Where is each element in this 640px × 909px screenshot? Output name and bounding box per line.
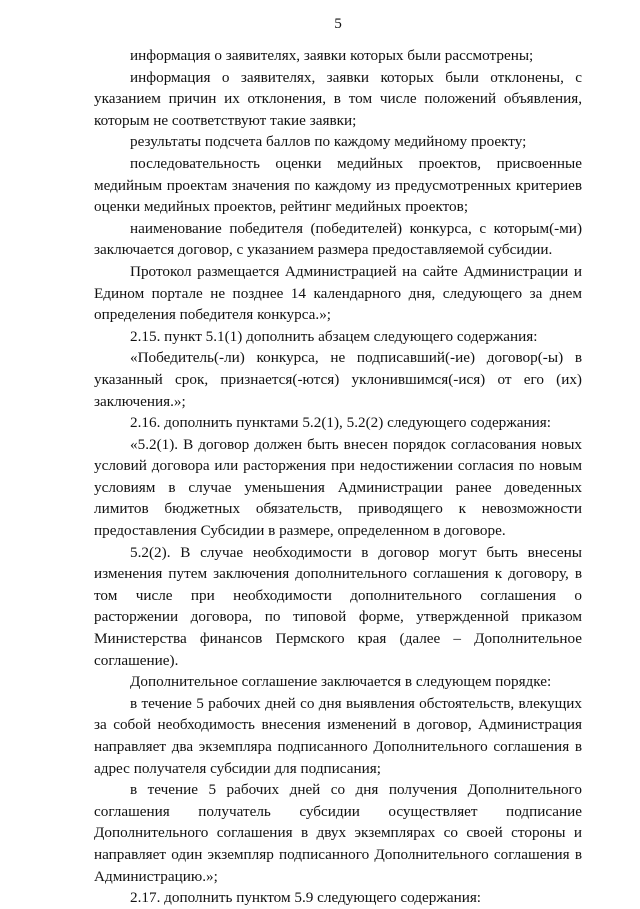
paragraph-protocol-publication: Протокол размещается Администрацией на сайте Администрации и Едином портале не позднее 14 календарного дня, следующего за днем определения победителя конкурса.»; [94,262,582,324]
page-number: 5 [334,15,342,32]
paragraph-clause-5-2-1: «5.2(1). В договор должен быть внесен порядок согласования новых условий договора или расторжения при недостижении согласия по новым условиям в случае уменьшения Администрации ранее доведенных лимитов бюджетных обязательств, приводящего к невозможности предоставления Субсидии в размере, определенном в договоре. [94,435,582,540]
paragraph-score-results: результаты подсчета баллов по каждому медийному проекту; [130,133,527,151]
paragraph-item-2-17: 2.17. дополнить пунктом 5.9 следующего содержания: [130,889,482,907]
paragraph-admin-sends-agreement: в течение 5 рабочих дней со дня выявления обстоятельств, влекущих за собой необходимость внесения изменений в договор, Администрация направляет два экземпляра подписанного Дополнительного соглашения в адрес получателя субсидии для подписания; [94,694,582,777]
paragraph-item-2-15: 2.15. пункт 5.1(1) дополнить абзацем следующего содержания: [130,327,538,345]
paragraph-supplementary-order: Дополнительное соглашение заключается в следующем порядке: [130,673,552,691]
paragraph-winner-name: наименование победителя (победителей) конкурса, с которым(-ми) заключается договор, с указанием размера предоставляемой субсидии. [94,219,582,259]
paragraph-recipient-signs: в течение 5 рабочих дней со дня получения Дополнительного соглашения получатель субсидии осуществляет подписание Дополнительного соглашения в двух экземплярах со своей стороны и направляет один экземпляр подписанного Дополнительного соглашения в Администрацию.»; [94,781,582,885]
paragraph-applicants-rejected: информация о заявителях, заявки которых были отклонены, с указанием причин их отклонения, в том числе положений объявления, которым не соответствуют такие заявки; [94,68,582,129]
paragraph-winner-evasion: «Победитель(-ли) конкурса, не подписавший(-ие) договор(-ы) в указанный срок, признается(-ются) уклонившимся(-ися) от его (их) заключения.»; [94,349,582,410]
document-page [94,14,582,909]
paragraph-evaluation-sequence: последовательность оценки медийных проектов, присвоенные медийным проектам значения по каждому из предусмотренных критериев оценки медийных проектов, рейтинг медийных проектов; [94,154,582,216]
paragraph-item-2-16: 2.16. дополнить пунктами 5.2(1), 5.2(2) следующего содержания: [130,414,551,432]
paragraph-clause-5-2-2: 5.2(2). В случае необходимости в договор могут быть внесены изменения путем заключения дополнительного соглашения к договору, в том числе при необходимости дополнительного соглашения о расторжении договора, по типовой форме, утвержденной приказом Министерства финансов Пермского края (далее – Дополнительное соглашение). [94,543,582,669]
paragraph-applicants-considered: информация о заявителях, заявки которых были рассмотрены; [130,47,534,64]
